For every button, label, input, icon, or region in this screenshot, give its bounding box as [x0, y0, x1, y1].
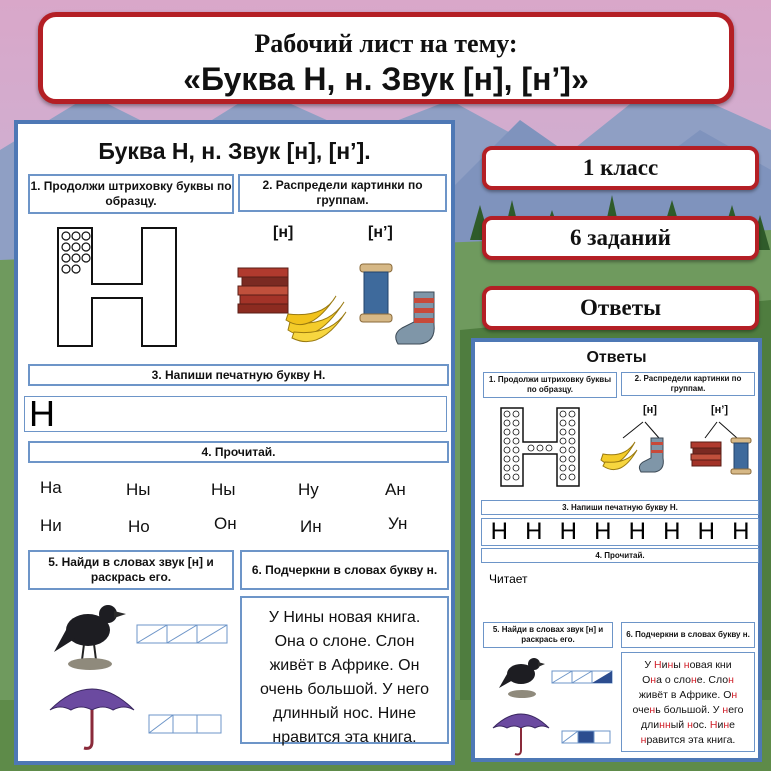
syllable: Ну — [298, 480, 319, 499]
syllable: Ни — [40, 516, 62, 535]
task5-box: 5. Найди в словах звук [н] и раскрась его. — [28, 550, 234, 590]
answers-story-line: длинный нос. Нине — [641, 719, 735, 731]
answers-sheet — [471, 338, 762, 762]
syllable: Ан — [385, 480, 406, 499]
answers-badge: Ответы — [482, 286, 759, 330]
syllable: Ун — [388, 514, 408, 533]
answers-letter: Н — [628, 518, 646, 545]
answers-letter: Н — [559, 518, 577, 545]
answers-task3-box: 3. Напиши печатную букву Н. — [481, 500, 759, 515]
answers-letter: Н — [663, 518, 681, 545]
umbrella-icon — [46, 676, 138, 756]
letter-writing-line[interactable] — [24, 393, 447, 434]
answers-task1-box: 1. Продолжи штриховку буквы по образцу. — [483, 372, 617, 398]
task2-box: 2. Распредели картинки по группам. — [238, 174, 447, 212]
answers-letter: Н — [490, 518, 508, 545]
group-hard-label: [н] — [273, 224, 294, 241]
story-line: Она о слоне. Слон — [274, 633, 415, 650]
story-line: нравится эта книга. — [272, 729, 417, 746]
task1-box: 1. Продолжи штриховку буквы по образцу. — [28, 174, 234, 214]
task3-box: 3. Напиши печатную букву Н. — [28, 364, 449, 386]
story-line: очень большой. У него — [259, 681, 430, 698]
answers-task5-box: 5. Найди в словах звук [н] и раскрась его. — [483, 622, 613, 648]
answers-title: Ответы — [586, 349, 647, 366]
worksheet — [14, 120, 455, 765]
answers-crow-icon — [499, 652, 545, 700]
answers-letter: Н — [594, 518, 612, 545]
task4-box: 4. Прочитай. — [28, 441, 449, 463]
story-line: длинный нос. Нине — [272, 705, 416, 722]
answers-task6-box: 6. Подчеркни в словах букву н. — [621, 622, 755, 648]
group-soft-label: [н’] — [368, 224, 393, 241]
spool-icon — [358, 262, 394, 324]
answers-task4-box: 4. Прочитай. — [481, 548, 759, 563]
answers-sound-scheme-umbrella — [561, 730, 611, 744]
sock-icon — [390, 290, 446, 348]
crow-icon — [54, 594, 126, 674]
answers-letter-h-filled — [499, 406, 581, 488]
story-line: У Нины новая книга. — [268, 609, 421, 626]
answers-group-hard: [н] — [643, 404, 657, 416]
syllable: Он — [214, 514, 237, 533]
syllable: Но — [128, 517, 150, 536]
syllable: Ны — [211, 480, 236, 499]
task6-box: 6. Подчеркни в словах букву н. — [240, 550, 449, 590]
answers-story-line: Она о слоне. Слон — [642, 674, 734, 686]
answers-umbrella-icon — [491, 706, 551, 758]
answers-story-line: живёт в Африке. Он — [638, 689, 738, 701]
bananas-icon — [284, 290, 350, 346]
title-line-1: Рабочий лист на тему: — [254, 29, 518, 58]
syllable: На — [40, 478, 62, 497]
answers-task2-box: 2. Распредели картинки по группам. — [621, 372, 755, 396]
answers-story-line: очень большой. У него — [632, 704, 744, 716]
answers-letter-row — [481, 518, 759, 546]
answers-read-word: Читает — [489, 572, 528, 586]
answers-soft-group-icons — [687, 420, 757, 478]
answers-letter: Н — [525, 518, 543, 545]
title-line-2: «Буква Н, н. Звук [н], [н’]» — [183, 61, 589, 97]
letter-sample: Н — [29, 393, 55, 434]
title-banner — [38, 12, 734, 104]
story-text-box — [240, 596, 449, 744]
answers-story-box — [621, 652, 755, 752]
tasks-count-badge: 6 заданий — [482, 216, 759, 260]
syllable: Ин — [300, 517, 322, 536]
letter-h-outline — [56, 226, 178, 348]
answers-letter: Н — [697, 518, 715, 545]
grade-badge: 1 класс — [482, 146, 759, 190]
answers-story-line: нравится эта книга. — [640, 734, 736, 746]
answers-sound-scheme-crow — [551, 670, 613, 684]
answers-letter: Н — [732, 518, 750, 545]
worksheet-title: Буква Н, н. Звук [н], [н’]. — [98, 138, 371, 164]
story-line: живёт в Африке. Он — [269, 657, 420, 674]
syllable: Ны — [126, 480, 151, 499]
answers-story-line: У Нины новая кни — [644, 659, 732, 671]
sound-scheme-umbrella[interactable] — [148, 714, 222, 734]
answers-hard-group-icons — [599, 420, 685, 478]
sound-scheme-crow[interactable] — [136, 624, 228, 644]
answers-group-soft: [н’] — [711, 404, 729, 416]
